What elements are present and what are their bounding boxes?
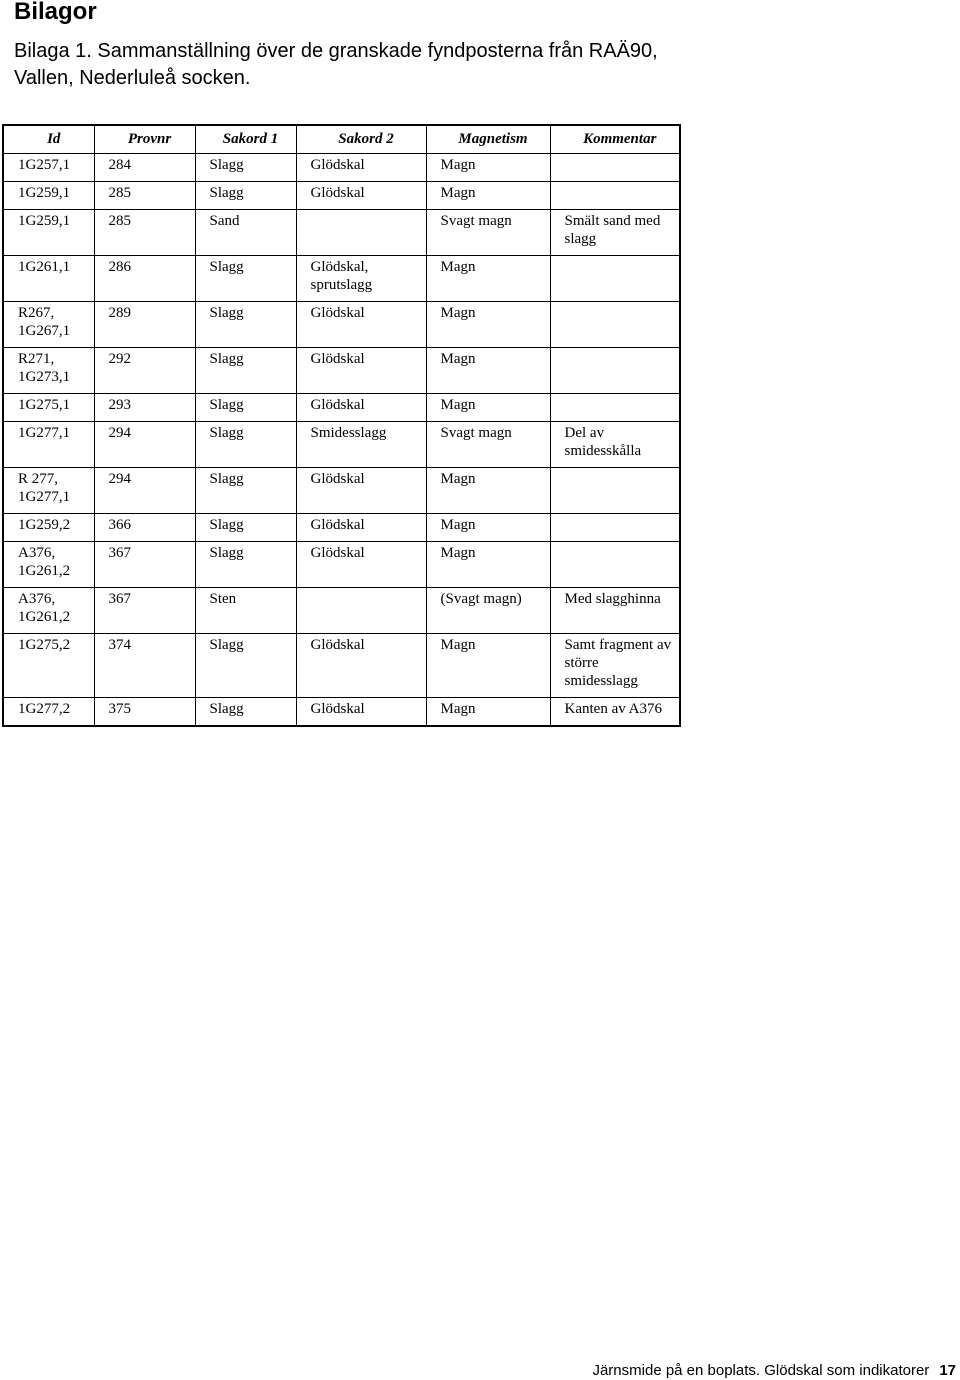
cell-kommentar: [550, 154, 680, 182]
cell-id: A376, 1G261,2: [3, 542, 94, 588]
cell-magnetism: Magn: [426, 394, 550, 422]
cell-sakord-2: Glödskal: [296, 514, 426, 542]
table-row: [3, 634, 680, 698]
table-row: [3, 394, 680, 422]
cell-provnr: 366: [94, 514, 195, 542]
cell-provnr: 284: [94, 154, 195, 182]
page-heading: Bilagor: [14, 0, 97, 25]
cell-sakord-2: [296, 210, 426, 256]
cell-kommentar: [550, 514, 680, 542]
cell-provnr: 286: [94, 256, 195, 302]
cell-provnr: 292: [94, 348, 195, 394]
cell-sakord-2: Glödskal, sprutslagg: [296, 256, 426, 302]
cell-sakord-2: Glödskal: [296, 154, 426, 182]
cell-magnetism: Magn: [426, 182, 550, 210]
cell-id: 1G277,2: [3, 698, 94, 727]
cell-kommentar: Med slagghinna: [550, 588, 680, 634]
cell-id: 1G261,1: [3, 256, 94, 302]
header-kommentar: Kommentar: [550, 125, 680, 154]
header-id: Id: [3, 125, 94, 154]
cell-id: 1G259,1: [3, 182, 94, 210]
cell-sakord-2: Smidesslagg: [296, 422, 426, 468]
header-sakord-1: Sakord 1: [195, 125, 296, 154]
table-row: [3, 698, 680, 727]
cell-provnr: 374: [94, 634, 195, 698]
cell-sakord-2: [296, 588, 426, 634]
cell-sakord-1: Slagg: [195, 542, 296, 588]
cell-kommentar: [550, 468, 680, 514]
header-sakord-2: Sakord 2: [296, 125, 426, 154]
cell-kommentar: [550, 182, 680, 210]
cell-magnetism: Magn: [426, 302, 550, 348]
table-body: [3, 154, 680, 727]
cell-sakord-2: Glödskal: [296, 468, 426, 514]
table-row: [3, 154, 680, 182]
cell-sakord-1: Slagg: [195, 394, 296, 422]
cell-sakord-2: Glödskal: [296, 394, 426, 422]
cell-sakord-2: Glödskal: [296, 182, 426, 210]
cell-provnr: 293: [94, 394, 195, 422]
cell-kommentar: Samt fragment av större smidesslagg: [550, 634, 680, 698]
cell-magnetism: (Svagt magn): [426, 588, 550, 634]
cell-sakord-2: Glödskal: [296, 634, 426, 698]
cell-magnetism: Magn: [426, 154, 550, 182]
cell-sakord-1: Slagg: [195, 154, 296, 182]
finds-table: [2, 124, 681, 727]
cell-magnetism: Magn: [426, 348, 550, 394]
table-row: [3, 348, 680, 394]
header-magnetism: Magnetism: [426, 125, 550, 154]
cell-kommentar: [550, 348, 680, 394]
cell-magnetism: Svagt magn: [426, 210, 550, 256]
table-row: [3, 182, 680, 210]
footer-title: Järnsmide på en boplats. Glödskal som indikatorer: [592, 1362, 930, 1379]
cell-id: A376, 1G261,2: [3, 588, 94, 634]
cell-provnr: 294: [94, 422, 195, 468]
table-row: [3, 514, 680, 542]
cell-id: 1G275,1: [3, 394, 94, 422]
cell-kommentar: Del av smidesskålla: [550, 422, 680, 468]
cell-sakord-1: Slagg: [195, 348, 296, 394]
cell-kommentar: Kanten av A376: [550, 698, 680, 727]
page-footer: [592, 1362, 956, 1380]
cell-magnetism: Magn: [426, 542, 550, 588]
page-number: 17: [939, 1362, 956, 1379]
cell-sakord-1: Sand: [195, 210, 296, 256]
cell-provnr: 294: [94, 468, 195, 514]
table-row: [3, 542, 680, 588]
cell-kommentar: Smält sand med slagg: [550, 210, 680, 256]
cell-id: R267, 1G267,1: [3, 302, 94, 348]
cell-kommentar: [550, 302, 680, 348]
cell-id: R271, 1G273,1: [3, 348, 94, 394]
cell-magnetism: Magn: [426, 256, 550, 302]
appendix-caption: Bilaga 1. Sammanställning över de granskade fyndposterna från RAÄ90, Vallen, Nederluleå socken.: [14, 40, 658, 89]
table-row: [3, 210, 680, 256]
cell-provnr: 367: [94, 542, 195, 588]
cell-sakord-1: Slagg: [195, 468, 296, 514]
cell-sakord-1: Slagg: [195, 302, 296, 348]
cell-magnetism: Magn: [426, 514, 550, 542]
cell-id: 1G277,1: [3, 422, 94, 468]
cell-provnr: 285: [94, 210, 195, 256]
cell-kommentar: [550, 256, 680, 302]
cell-magnetism: Magn: [426, 468, 550, 514]
cell-sakord-2: Glödskal: [296, 698, 426, 727]
cell-magnetism: Magn: [426, 698, 550, 727]
cell-id: 1G275,2: [3, 634, 94, 698]
cell-sakord-2: Glödskal: [296, 348, 426, 394]
cell-magnetism: Svagt magn: [426, 422, 550, 468]
cell-sakord-2: Glödskal: [296, 302, 426, 348]
cell-id: 1G259,2: [3, 514, 94, 542]
cell-id: 1G257,1: [3, 154, 94, 182]
cell-kommentar: [550, 394, 680, 422]
cell-sakord-1: Slagg: [195, 182, 296, 210]
cell-sakord-1: Slagg: [195, 514, 296, 542]
cell-provnr: 367: [94, 588, 195, 634]
cell-sakord-1: Slagg: [195, 422, 296, 468]
table-row: [3, 588, 680, 634]
cell-sakord-1: Slagg: [195, 256, 296, 302]
table-header-row: [3, 125, 680, 154]
cell-id: 1G259,1: [3, 210, 94, 256]
table-row: [3, 422, 680, 468]
cell-sakord-1: Slagg: [195, 698, 296, 727]
cell-magnetism: Magn: [426, 634, 550, 698]
cell-sakord-1: Slagg: [195, 634, 296, 698]
cell-provnr: 289: [94, 302, 195, 348]
cell-sakord-2: Glödskal: [296, 542, 426, 588]
cell-id: R 277, 1G277,1: [3, 468, 94, 514]
table-row: [3, 468, 680, 514]
cell-sakord-1: Sten: [195, 588, 296, 634]
cell-provnr: 375: [94, 698, 195, 727]
header-provnr: Provnr: [94, 125, 195, 154]
cell-provnr: 285: [94, 182, 195, 210]
cell-kommentar: [550, 542, 680, 588]
table-row: [3, 256, 680, 302]
table-row: [3, 302, 680, 348]
